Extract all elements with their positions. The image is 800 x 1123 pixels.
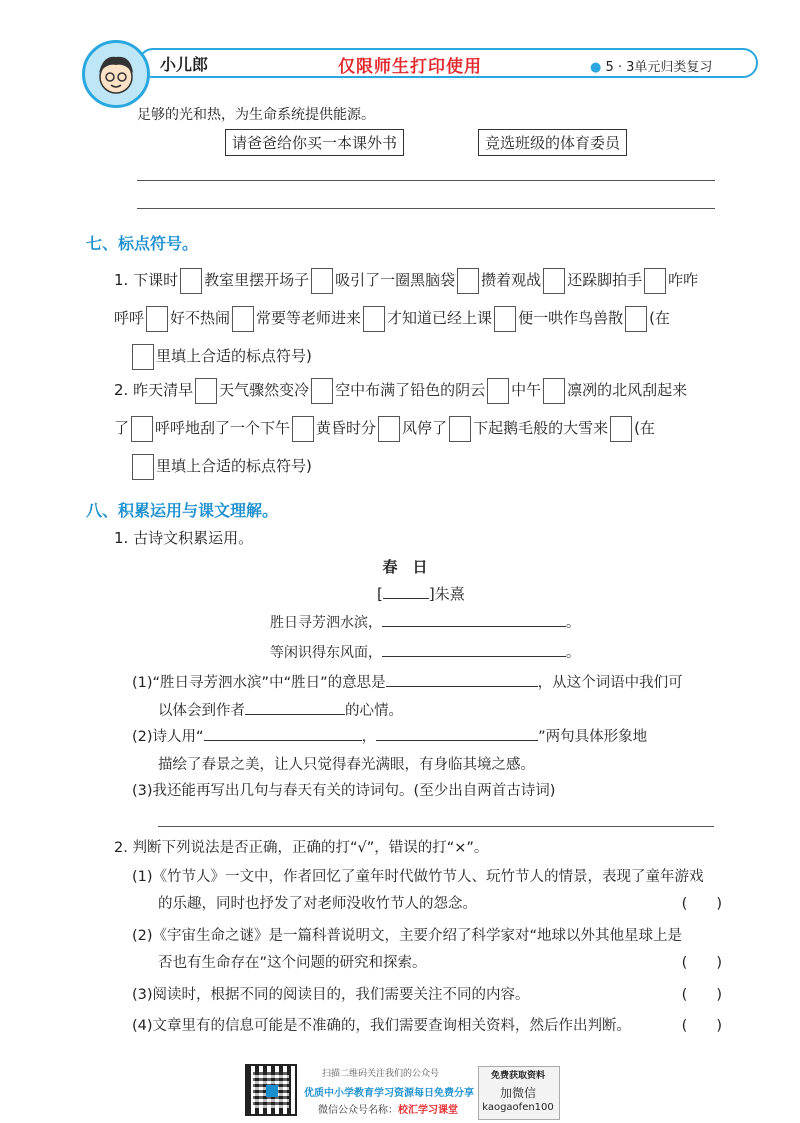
text-fragment: 昨天清早 <box>133 381 194 399</box>
answer-paren[interactable]: ( ) <box>681 955 722 971</box>
text-fragment: 黄昏时分 <box>316 419 377 437</box>
text-fragment: (在 <box>634 419 655 437</box>
text-fragment: 里填上合适的标点符号) <box>156 347 312 365</box>
footer-slogan: 优质中小学教育学习资源每日免费分享 <box>304 1088 474 1099</box>
text-fragment: 教室里摆开场子 <box>204 271 310 289</box>
option-b: 竞选班级的体育委员 <box>478 129 627 156</box>
punct-box[interactable] <box>457 268 479 294</box>
poem-blank[interactable] <box>382 640 566 657</box>
answer-blank[interactable] <box>204 724 362 741</box>
poem-title: 春 日 <box>382 558 428 576</box>
q-number: 1. <box>114 529 129 547</box>
text-fragment: 还跺脚拍手 <box>567 271 643 289</box>
text-fragment: 里填上合适的标点符号) <box>156 457 312 475</box>
question-7-1 <box>114 261 724 375</box>
punct-box[interactable] <box>449 416 471 442</box>
unit-text: 5 · 3单元归类复习 <box>605 60 713 75</box>
punct-box[interactable] <box>543 378 565 404</box>
text-fragment: ， <box>361 729 377 745</box>
text-fragment: 风停了 <box>402 419 448 437</box>
text-fragment: 了 <box>114 419 130 437</box>
text-fragment: (1)“胜日寻芳泗水滨”中“胜日”的意思是 <box>132 675 386 691</box>
punct-box[interactable] <box>625 306 647 332</box>
account-row <box>318 1101 458 1116</box>
punct-box[interactable] <box>644 268 666 294</box>
account-label: 微信公众号名称： <box>318 1105 398 1116</box>
judge-2-line2 <box>132 950 722 977</box>
poem-line-1 <box>270 610 580 632</box>
sub-question-1 <box>132 669 732 725</box>
judge-3 <box>132 982 722 1009</box>
punct-box[interactable] <box>363 306 385 332</box>
punct-box[interactable] <box>131 416 153 442</box>
text-fragment: 便一哄作鸟兽散 <box>518 309 624 327</box>
text-fragment: 以体会到作者 <box>158 703 245 719</box>
unit-label <box>590 56 712 75</box>
text-fragment: 的心情。 <box>345 703 403 719</box>
poem-author-row: [ ]朱熹 <box>377 582 465 604</box>
dynasty-blank[interactable] <box>383 582 429 599</box>
text-fragment: (2)诗人用“ <box>132 729 204 745</box>
punct-box[interactable] <box>132 454 154 480</box>
text-fragment: 否也有生命存在”这个问题的研究和探索。 <box>158 955 427 971</box>
text-fragment: 天气骤然变冷 <box>219 381 310 399</box>
text-fragment: (4)文章里有的信息可能是不准确的，我们需要查询相关资料，然后作出判断。 <box>132 1018 632 1034</box>
answer-blank[interactable] <box>245 698 345 715</box>
q-text: 古诗文积累运用。 <box>133 529 254 547</box>
judge-items <box>132 864 722 1040</box>
text-fragment: (3)阅读时，根据不同的阅读目的，我们需要关注不同的内容。 <box>132 987 530 1003</box>
punct-box[interactable] <box>292 416 314 442</box>
text-fragment: 才知道已经上课 <box>387 309 493 327</box>
poem-period: 。 <box>566 615 580 631</box>
text-fragment: 下起鹅毛般的大雪来 <box>473 419 609 437</box>
text-fragment: ”两句具体形象地 <box>538 729 648 745</box>
q7-1-line3 <box>114 337 724 375</box>
q-number: 1. <box>114 271 129 289</box>
poem-line-2 <box>270 640 580 662</box>
text-fragment: 描绘了春景之美，让人只觉得春光满眼，有身临其境之感。 <box>158 757 535 773</box>
text-fragment: 好不热闹 <box>170 309 231 327</box>
answer-line[interactable] <box>137 180 715 181</box>
text-fragment: 空中布满了铅色的阴云 <box>335 381 486 399</box>
q7-1-line2 <box>114 299 724 337</box>
carryover-text: 足够的光和热，为生命系统提供能源。 <box>137 107 375 123</box>
judge-4 <box>132 1013 722 1040</box>
text-fragment: 咋咋 <box>668 271 699 289</box>
scan-hint: 扫描二维码关注我们的公众号 <box>322 1069 440 1079</box>
sub2-line2 <box>132 751 732 779</box>
text-fragment: 下课时 <box>133 271 179 289</box>
punct-box[interactable] <box>146 306 168 332</box>
punct-box[interactable] <box>494 306 516 332</box>
question-8-2 <box>114 836 488 857</box>
text-fragment: 吸引了一圈黑脑袋 <box>335 271 456 289</box>
punct-box[interactable] <box>487 378 509 404</box>
poem-text: 胜日寻芳泗水滨， <box>270 615 382 631</box>
add-wechat: 加微信 <box>499 1086 536 1100</box>
wechat-id: kaogaofen100 <box>482 1102 554 1113</box>
text-fragment: 攒着观战 <box>481 271 542 289</box>
answer-paren[interactable]: ( ) <box>681 987 722 1003</box>
bullet-icon: ● <box>590 60 602 75</box>
punct-box[interactable] <box>543 268 565 294</box>
answer-paren[interactable]: ( ) <box>681 896 722 912</box>
text-fragment: 呼呼 <box>114 309 145 327</box>
q7-2-line3 <box>114 447 724 485</box>
text-fragment: 呼呼地刮了一个下午 <box>155 419 291 437</box>
text-fragment: 的乐趣，同时也抒发了对老师没收竹节人的怨念。 <box>158 896 477 912</box>
punct-box[interactable] <box>311 378 333 404</box>
section-7-title: 七、标点符号。 <box>86 234 199 253</box>
answer-paren[interactable]: ( ) <box>681 1018 722 1034</box>
judge-1-line1: (1)《竹节人》一文中，作者回忆了童年时代做竹节人、玩竹节人的情景，表现了童年游戏 <box>132 869 704 885</box>
q-number: 2. <box>114 840 128 856</box>
text-fragment: (在 <box>649 309 670 327</box>
option-a: 请爸爸给你买一本课外书 <box>225 129 404 156</box>
section-8-title: 八、积累运用与课文理解。 <box>86 501 279 520</box>
q7-1-line1 <box>114 261 724 299</box>
answer-line[interactable] <box>158 826 714 827</box>
punct-box[interactable] <box>311 268 333 294</box>
print-notice: 仅限师生打印使用 <box>338 57 482 77</box>
qr-logo-icon <box>266 1085 278 1097</box>
sub1-line1 <box>132 669 732 697</box>
mascot-logo-icon <box>82 40 150 108</box>
q7-2-line2 <box>114 409 724 447</box>
punct-box[interactable] <box>610 416 632 442</box>
punct-box[interactable] <box>378 416 400 442</box>
sub-question-2 <box>132 723 732 779</box>
brand-name: 小儿郎 <box>160 55 209 74</box>
text-fragment: ，从这个词语中我们可 <box>537 675 683 691</box>
q-number: 2. <box>114 381 129 399</box>
answer-blank[interactable] <box>376 724 538 741</box>
sub1-line2 <box>132 697 732 725</box>
answer-line[interactable] <box>137 208 715 209</box>
account-name: 校汇学习课堂 <box>398 1105 458 1116</box>
judge-2-line1: (2)《宇宙生命之谜》是一篇科普说明文，主要介绍了科学家对“地球以外其他星球上是 <box>132 928 683 944</box>
poem-author: 朱熹 <box>434 585 465 603</box>
poem-blank[interactable] <box>382 610 566 627</box>
judge-1-line2 <box>132 891 722 918</box>
poem-period: 。 <box>566 645 580 661</box>
sub2-line1 <box>132 723 732 751</box>
punct-box[interactable] <box>180 268 202 294</box>
punct-box[interactable] <box>132 344 154 370</box>
q7-2-line1 <box>114 371 724 409</box>
q-text: 判断下列说法是否正确，正确的打“√”，错误的打“×”。 <box>132 840 489 856</box>
question-8-1 <box>114 527 253 548</box>
text-fragment: 中午 <box>511 381 542 399</box>
question-7-2 <box>114 371 724 485</box>
sub-question-3: (3)我还能再写出几句与春天有关的诗词句。(至少出自两首古诗词) <box>132 783 556 799</box>
punct-box[interactable] <box>195 378 217 404</box>
free-label: 免费获取资料 <box>490 1071 545 1081</box>
poem-text: 等闲识得东风面， <box>270 645 382 661</box>
text-fragment: 常要等老师进来 <box>256 309 362 327</box>
answer-blank[interactable] <box>386 670 538 687</box>
punct-box[interactable] <box>232 306 254 332</box>
text-fragment: 凛冽的北风刮起来 <box>567 381 688 399</box>
